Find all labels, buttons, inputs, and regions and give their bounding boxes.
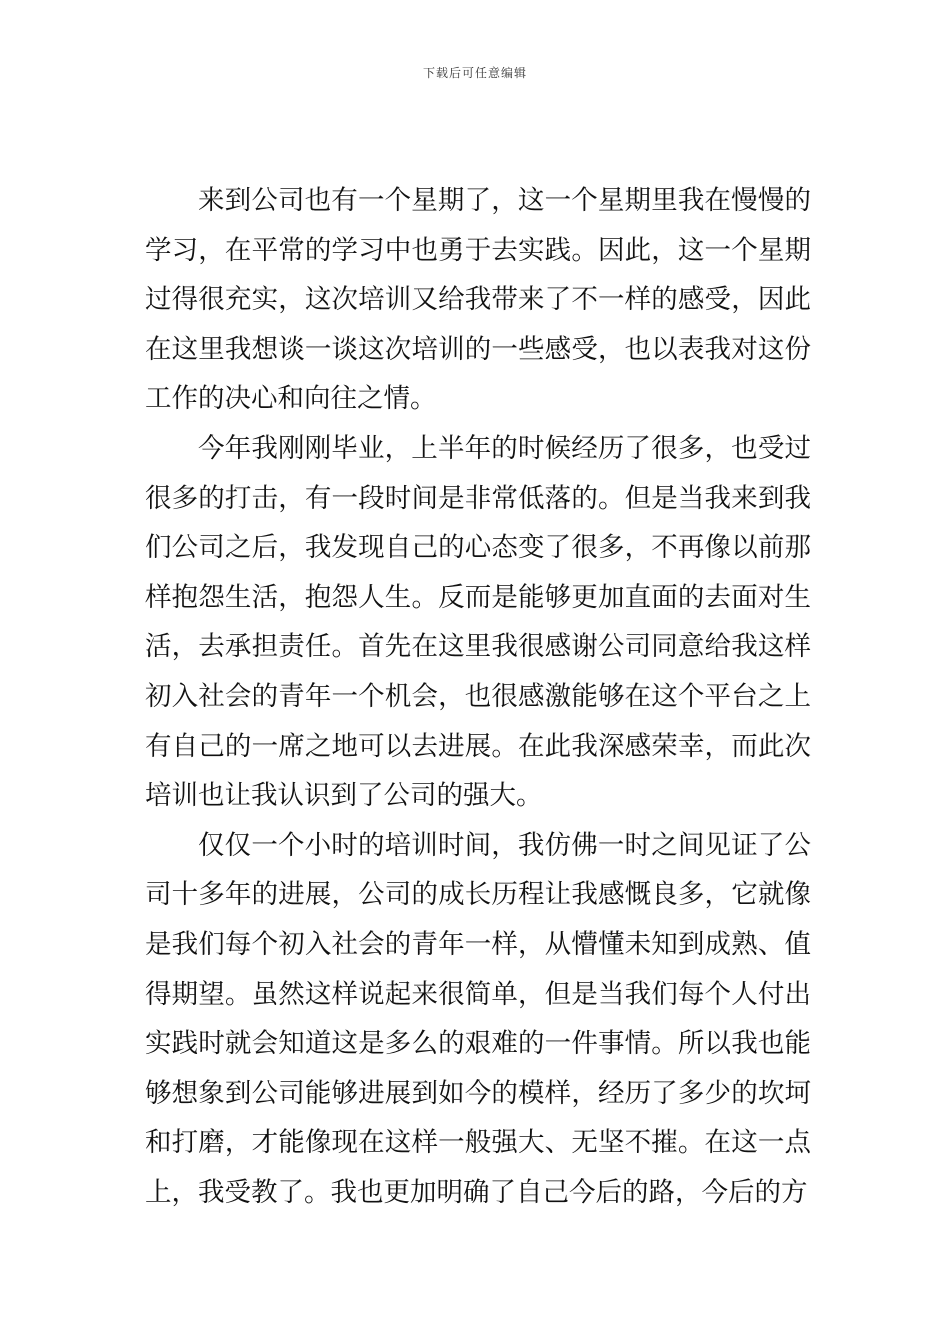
paragraph-3: 仅仅一个小时的培训时间，我仿佛一时之间见证了公司十多年的进展，公司的成长历程让我感慨良多，它就像是我们每个初入社会的青年一样，从懵懂未知到成熟、值得期望。虽然这样说起来很简单，但是当我们每个人付出实践时就会知道这是多么的艰难的一件事情。所以我也能够想象到公司能够进展到如今的模样，经历了多少的坎坷和打磨，才能像现在这样一般强大、无坚不摧。在这一点上，我受教了。我也更加明确了自己今后的路，今后的方: [145, 829, 811, 1208]
paragraph-1: 来到公司也有一个星期了，这一个星期里我在慢慢的学习，在平常的学习中也勇于去实践。因此，这一个星期过得很充实，这次培训又给我带来了不一样的感受，因此在这里我想谈一谈这次培训的一些感受，也以表我对这份工作的决心和向往之情。: [145, 185, 811, 415]
paragraph-2: 今年我刚刚毕业，上半年的时候经历了很多，也受过很多的打击，有一段时间是非常低落的。但是当我来到我们公司之后，我发现自己的心态变了很多，不再像以前那样抱怨生活，抱怨人生。反而是能够更加直面的去面对生活，去承担责任。首先在这里我很感谢公司同意给我这样初入社会的青年一个机会，也很感激能够在这个平台之上有自己的一席之地可以去进展。在此我深感荣幸，而此次培训也让我认识到了公司的强大。: [145, 432, 811, 812]
page-header: 下载后可任意编辑: [422, 66, 527, 80]
document-body: [145, 176, 811, 1217]
